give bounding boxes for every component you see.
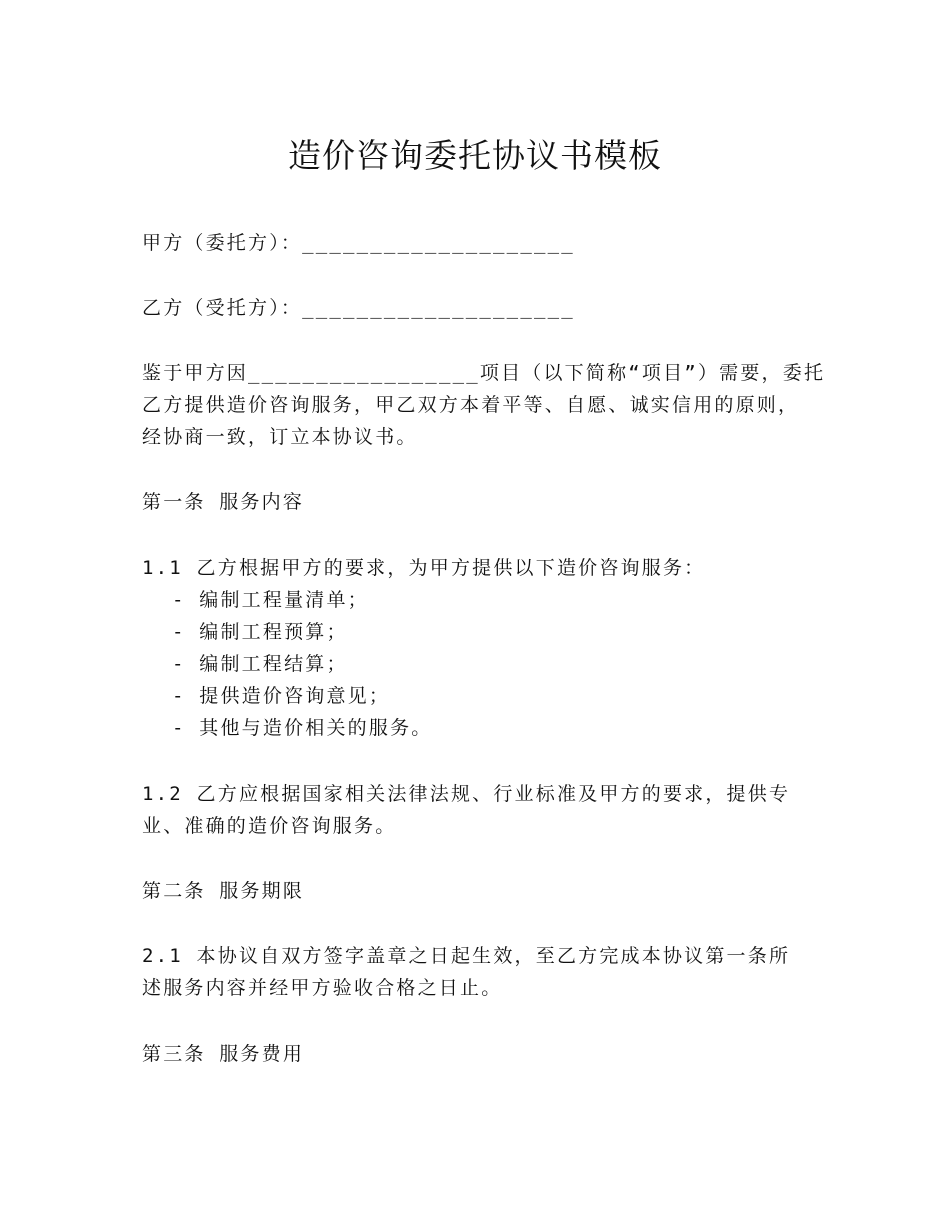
preamble-line-3: 经协商一致，订立本协议书。 bbox=[142, 426, 418, 448]
clause-1-1: 1.1 乙方根据甲方的要求，为甲方提供以下造价咨询服务： bbox=[142, 557, 706, 579]
preamble-line-2: 乙方提供造价咨询服务，甲乙双方本着平等、自愿、诚实信用的原则， bbox=[142, 394, 800, 416]
clause-1-2-line-1: 1.2 乙方应根据国家相关法律法规、行业标准及甲方的要求，提供专 bbox=[142, 783, 791, 805]
article-1-heading: 第一条 服务内容 bbox=[142, 491, 305, 513]
clause-2-1-line-1: 2.1 本协议自双方签字盖章之日起生效，至乙方完成本协议第一条所 bbox=[142, 945, 791, 967]
service-list-item: - 编制工程结算； bbox=[172, 653, 348, 675]
service-list-item: - 提供造价咨询意见； bbox=[172, 685, 391, 707]
service-list-item: - 编制工程量清单； bbox=[172, 589, 369, 611]
preamble-line-1: 鉴于甲方因_________________项目（以下简称“项目”）需要，委托 bbox=[142, 362, 826, 384]
article-3-heading: 第三条 服务费用 bbox=[142, 1043, 305, 1065]
service-list-item: - 编制工程预算； bbox=[172, 621, 348, 643]
clause-1-2-line-2: 业、准确的造价咨询服务。 bbox=[142, 815, 397, 837]
article-2-heading: 第二条 服务期限 bbox=[142, 880, 305, 902]
party-b-line: 乙方（受托方）：____________________ bbox=[142, 297, 575, 319]
party-a-line: 甲方（委托方）：____________________ bbox=[142, 232, 575, 254]
clause-2-1-line-2: 述服务内容并经甲方验收合格之日止。 bbox=[142, 977, 503, 999]
service-list-item: - 其他与造价相关的服务。 bbox=[172, 717, 433, 739]
document-title: 造价咨询委托协议书模板 bbox=[288, 136, 662, 175]
